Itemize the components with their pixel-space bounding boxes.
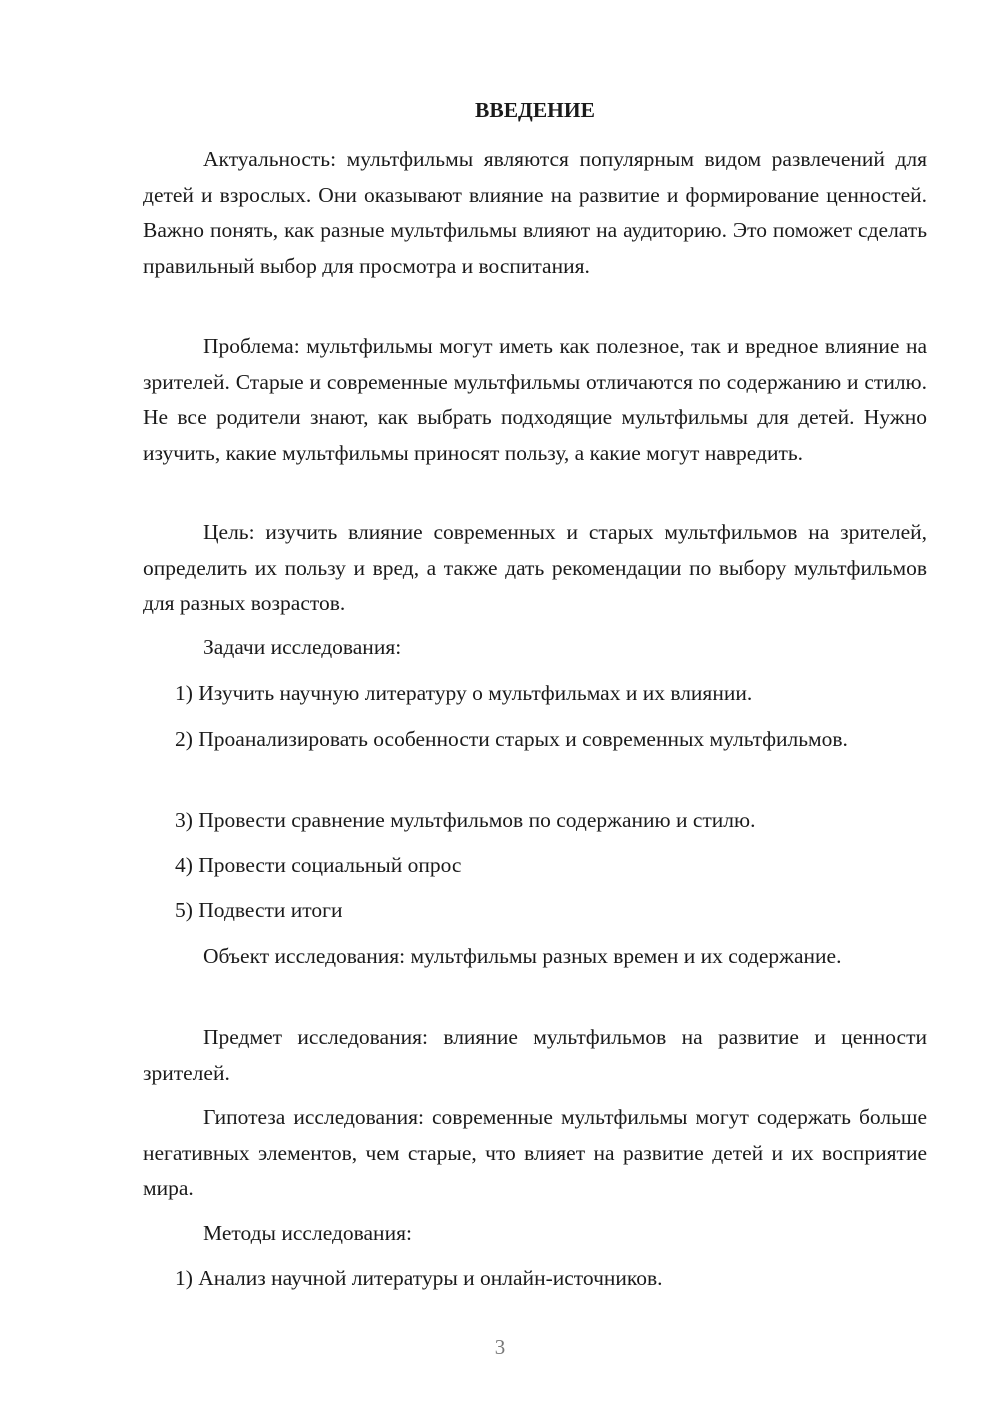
task-item: 3) Провести сравнение мультфильмов по содержанию и стилю. (175, 808, 756, 832)
subject-paragraph: Предмет исследования: влияние мультфильмов на развитие и ценности зрителей. (143, 1025, 927, 1085)
task-item: 4) Провести социальный опрос (175, 853, 462, 877)
relevance-paragraph: Актуальность: мультфильмы являются популярным видом развлечений для детей и взрослых. Они оказывают влияние на развитие и формирование ценностей. Важно понять, как разные мультфильмы влияют на аудиторию. Это поможет сделать правильный выбор для просмотра и воспитания. (143, 147, 927, 278)
task-item: 1) Изучить научную литературу о мультфильмах и их влиянии. (175, 681, 753, 705)
page-title: ВВЕДЕНИЕ (475, 98, 595, 122)
methods-heading: Методы исследования: (203, 1221, 412, 1245)
page-number: 3 (494, 1335, 506, 1359)
method-item: 1) Анализ научной литературы и онлайн-источников. (175, 1266, 663, 1290)
problem-paragraph: Проблема: мультфильмы могут иметь как полезное, так и вредное влияние на зрителей. Старые и современные мультфильмы отличаются по содержанию и стилю. Не все родители знают, как выбрать подходящие мультфильмы для детей. Нужно изучить, какие мультфильмы приносят пользу, а какие могут навредить. (143, 334, 927, 465)
goal-paragraph: Цель: изучить влияние современных и старых мультфильмов на зрителей, определить их пользу и вред, а также дать рекомендации по выбору мультфильмов для разных возрастов. (143, 520, 927, 616)
task-item: 5) Подвести итоги (175, 898, 343, 922)
hypothesis-paragraph: Гипотеза исследования: современные мультфильмы могут содержать больше негативных элементов, чем старые, что влияет на развитие детей и их восприятие мира. (143, 1105, 927, 1201)
task-item: 2) Проанализировать особенности старых и современных мультфильмов. (175, 727, 848, 751)
object-paragraph: Объект исследования: мультфильмы разных времен и их содержание. (203, 944, 842, 968)
tasks-heading: Задачи исследования: (203, 635, 402, 659)
